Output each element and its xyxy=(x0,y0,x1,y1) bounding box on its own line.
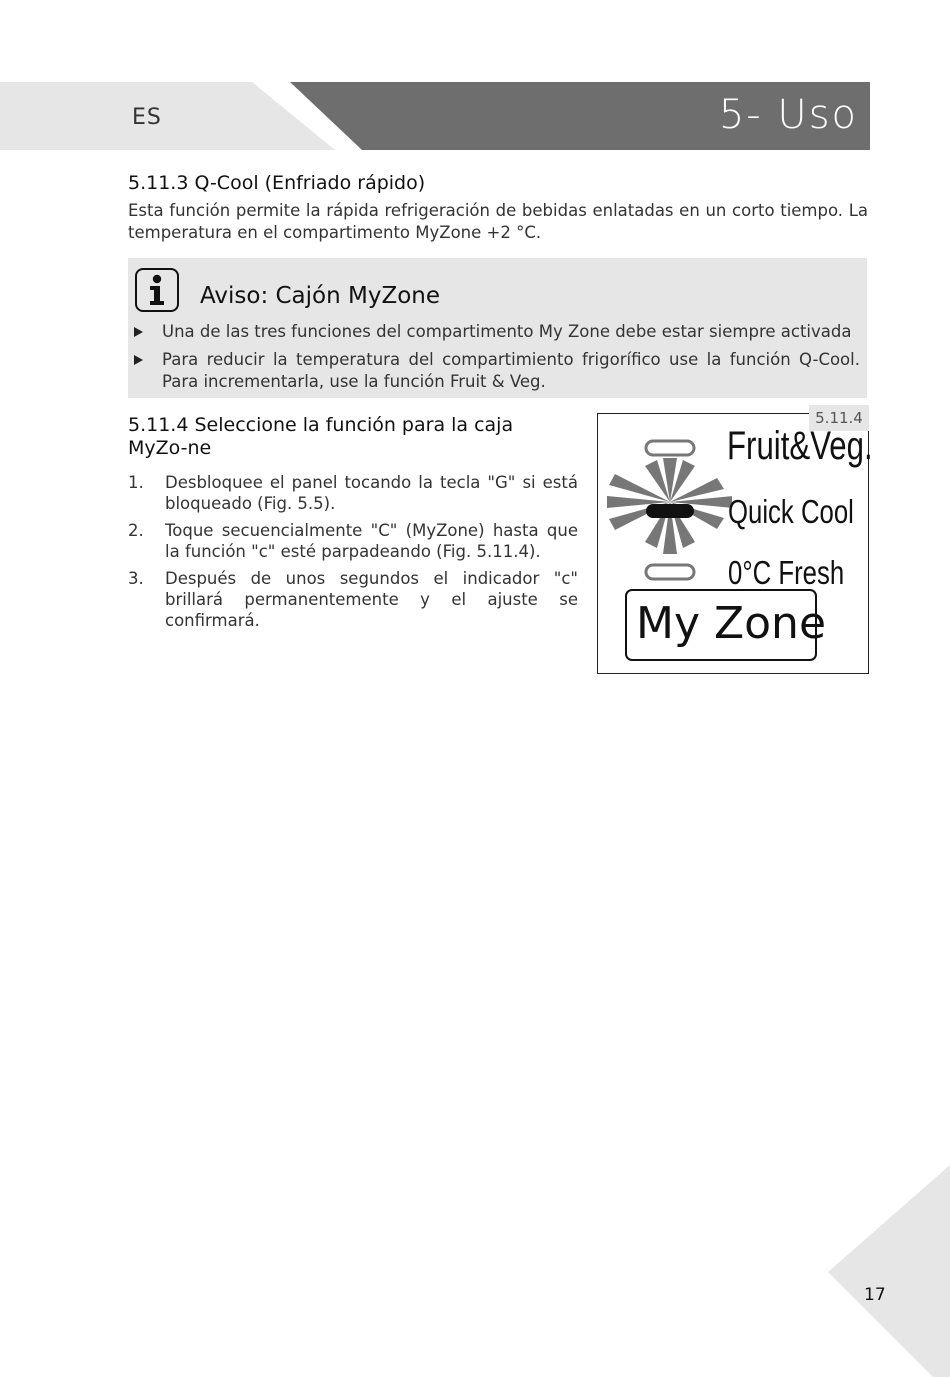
step-text: Toque secuencialmente "C" (MyZone) hasta que la función "c" esté parpadeando (Fig. 5.11.4). xyxy=(165,521,578,561)
notice-title: Aviso: Cajón MyZone xyxy=(200,283,441,309)
list-item xyxy=(128,472,578,514)
step-number: 2. xyxy=(128,521,144,540)
list-item xyxy=(128,520,578,562)
section-title-q-cool: 5.11.3 Q-Cool (Enfriado rápido) xyxy=(128,172,426,194)
section-title-select-function: 5.11.4 Seleccione la función para la caja MyZo-ne xyxy=(128,414,514,459)
option-zero-fresh: 0°C Fresh xyxy=(728,554,845,591)
section-text-q-cool: Esta función permite la rápida refrigeración de bebidas enlatadas en un corto tiempo. La temperatura en el compartimento MyZone +2 °C. xyxy=(128,201,868,242)
step-number: 1. xyxy=(128,473,144,492)
info-icon xyxy=(135,268,179,312)
arrow-bullet-icon xyxy=(134,327,143,337)
steps-list xyxy=(128,472,578,631)
notice-item-text: Una de las tres funciones del compartimento My Zone debe estar siempre activada xyxy=(162,322,852,341)
option-fruit-veg: Fruit&Veg. xyxy=(727,424,873,468)
option-quick-cool: Quick Cool xyxy=(728,493,854,530)
arrow-bullet-icon xyxy=(134,355,143,365)
figure-label: 5.11.4 xyxy=(809,405,869,431)
step-text: Después de unos segundos el indicador "c" brillará permanentemente y el ajuste se confirmará. xyxy=(165,569,578,630)
step-text: Desbloquee el panel tocando la tecla "G" si está bloqueado (Fig. 5.5). xyxy=(165,473,578,513)
notice-item-text: Para reducir la temperatura del compartimiento frigorífico use la función Q-Cool. Para incrementarla, use la función Fruit & Veg. xyxy=(162,350,860,391)
language-code: ES xyxy=(132,105,162,130)
notice-item xyxy=(134,349,860,393)
page-number: 17 xyxy=(864,1285,886,1305)
blinking-indicator-icon xyxy=(597,430,732,590)
list-item xyxy=(128,568,578,631)
page-corner xyxy=(828,1165,950,1377)
step-number: 3. xyxy=(128,569,144,588)
chapter-title: 5- Uso xyxy=(718,92,858,138)
notice-box xyxy=(128,258,867,398)
notice-item xyxy=(134,321,860,343)
header-left-band xyxy=(0,82,335,150)
my-zone-label: My Zone xyxy=(636,598,827,649)
